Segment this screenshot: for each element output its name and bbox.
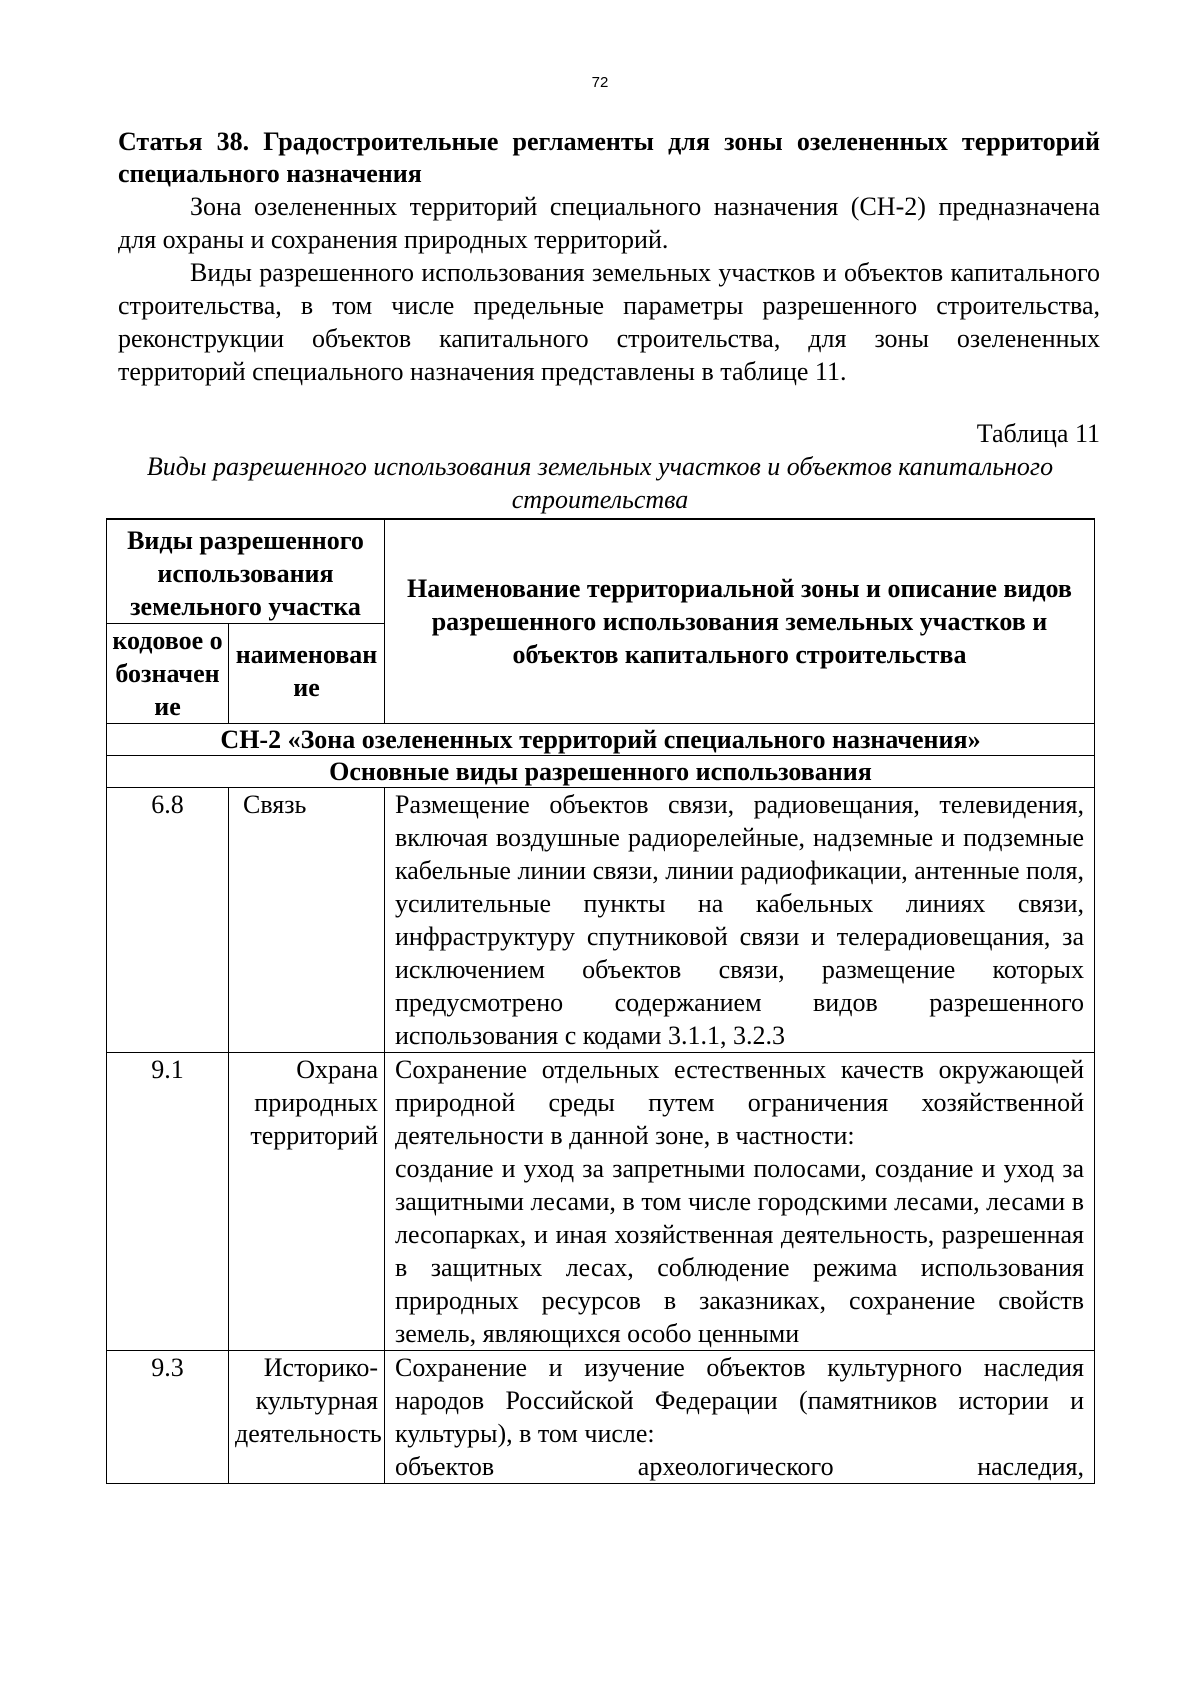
section-title-row (107, 756, 1095, 788)
row-description (385, 1053, 1095, 1351)
row-description-text: Сохранение и изучение объектов культурного наследия народов Российской Федерации (памятников истории и культуры), в том числе: (395, 1353, 1084, 1448)
zone-title: СН-2 «Зона озелененных территорий специального назначения» (107, 724, 1095, 756)
article-paragraph-1: Зона озелененных территорий специального назначения (СН-2) предназначена для охраны и сохранения природных территорий. (118, 192, 1100, 254)
header-code-cell: кодовое обозначение (107, 624, 229, 724)
row-description-text-2: объектов археологического наследия, (395, 1452, 1084, 1481)
section-title: Основные виды разрешенного использования (107, 756, 1095, 788)
table-row (107, 1351, 1095, 1484)
header-description-cell: Наименование территориальной зоны и описание видов разрешенного использования земельных участков и объектов капитального строительства (385, 519, 1095, 724)
article-paragraph-2: Виды разрешенного использования земельных участков и объектов капитального строительства, в том числе предельные параметры разрешенного строительства, реконструкции объектов капитального строительства, для зоны озелененных территорий специального назначения представлены в таблице 11. (118, 258, 1100, 386)
table-caption: Виды разрешенного использования земельных участков и объектов капитального строительства (146, 452, 1054, 514)
table-header-row (107, 519, 1095, 624)
row-code: 6.8 (107, 788, 229, 1053)
regulations-table (106, 518, 1095, 1484)
row-description (385, 1351, 1095, 1484)
table-row (107, 1053, 1095, 1351)
row-name: Связь (229, 788, 385, 1053)
header-group-cell: Виды разрешенного использования земельного участка (107, 519, 385, 624)
row-description-text: Размещение объектов связи, радиовещания, телевидения, включая воздушные радиорелейные, надземные и подземные кабельные линии связи, линии радиофикации, антенные поля, усилительные пункты на кабельных линиях связи, инфраструктуру спутниковой связи и телерадиовещания, за исключением объектов связи, размещение которых предусмотрено содержанием видов разрешенного использования с кодами 3.1.1, 3.2.3 (395, 790, 1084, 1050)
row-code: 9.3 (107, 1351, 229, 1484)
table-row (107, 788, 1095, 1053)
zone-title-row (107, 724, 1095, 756)
page-number: 72 (591, 74, 609, 91)
row-description (385, 788, 1095, 1053)
row-code: 9.1 (107, 1053, 229, 1351)
header-name-cell: наименование (229, 624, 385, 724)
row-description-text-2: создание и уход за запретными полосами, создание и уход за защитными лесами, в том числе городскими лесами, лесами в лесопарках, и иная хозяйственная деятельность, разрешенная в защитных лесах, соблюдение режима использования природных ресурсов в заказниках, сохранение свойств земель, являющихся особо ценными (395, 1154, 1084, 1348)
article-heading: Статья 38. Градостроительные регламенты для зоны озелененных территорий специального назначения (118, 127, 1100, 188)
row-name: Историко-культурная деятельность (229, 1351, 385, 1484)
table-label: Таблица 11 (976, 419, 1100, 448)
article-text (118, 126, 1100, 388)
row-name: Охрана природных территорий (229, 1053, 385, 1351)
row-description-text: Сохранение отдельных естественных качеств окружающей природной среды путем ограничения хозяйственной деятельности в данной зоне, в частности: (395, 1055, 1084, 1150)
